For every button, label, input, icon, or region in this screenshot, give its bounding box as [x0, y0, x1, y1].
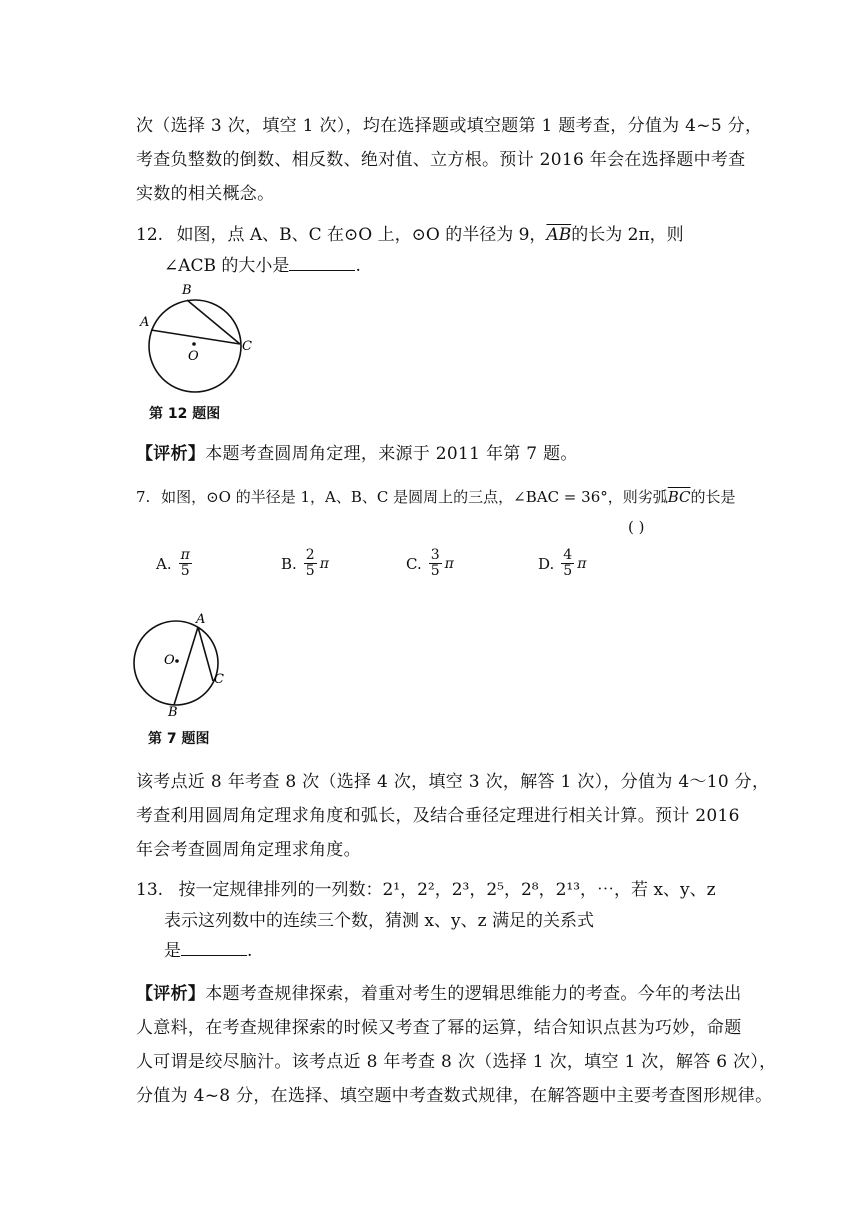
figure-12-circle: [149, 300, 241, 392]
option-c-fraction: [429, 548, 442, 579]
figure-7-caption: 第 7 题图: [148, 731, 210, 747]
question-12-arc: $\overline{AB}$: [546, 225, 572, 245]
figure-7-label-o: O: [164, 653, 175, 668]
question-12-line-1: [136, 220, 684, 245]
question-13-line-3: [164, 936, 252, 961]
option-a[interactable]: [156, 548, 195, 579]
option-b-fraction: [304, 548, 317, 579]
figure-12-label-o: O: [188, 349, 199, 364]
option-d-fraction: [561, 548, 574, 579]
figure-7-chord-ab: [174, 627, 198, 705]
analysis-12: [136, 439, 578, 464]
figure-12-label-c: C: [242, 339, 252, 354]
figure-12-center-dot: [192, 342, 196, 346]
question-12-line-2: [164, 251, 361, 276]
para-7-line-2: 考查利用圆周角定理求角度和弧长，及结合垂径定理进行相关计算。预计 2016: [136, 806, 740, 826]
figure-7-label-a: A: [196, 612, 206, 627]
question-13-line3-text: 是: [164, 941, 181, 961]
figure-7-chord-ac: [198, 627, 213, 681]
answer-blank-12: [289, 256, 355, 271]
analysis-13-line-2: 人意料，在考查规律探索的时候又考查了幂的运算，结合知识点甚为巧妙，命题: [136, 1018, 742, 1038]
figure-7-center-dot: [175, 659, 179, 663]
option-b[interactable]: [281, 548, 329, 579]
question-13-line1-text: 按一定规律排列的一列数：2¹，2²，2³，2⁵，2⁸，2¹³，⋯，若 x、y、z: [178, 880, 716, 900]
question-7-line-1: [136, 486, 736, 507]
option-b-denominator: 5: [305, 563, 315, 579]
intro-line-1: 次（选择 3 次，填空 1 次），均在选择题或填空题第 1 题考查，分值为 4~5 分，: [136, 116, 763, 136]
question-12-text-a: 如图，点 A、B、C 在⊙O 上，⊙O 的半径为 9，: [176, 225, 547, 245]
question-13-number: 13.: [136, 880, 164, 900]
question-12-text-b: 的长为 2π，则: [571, 225, 684, 245]
option-a-denominator: 5: [180, 563, 190, 579]
option-b-suffix: π: [319, 555, 329, 572]
option-a-numerator: π: [180, 547, 190, 563]
figure-7-label-c: C: [214, 672, 224, 687]
question-13-line-2: 表示这列数中的连续三个数，猜测 x、y、z 满足的关系式: [164, 911, 594, 931]
figure-12-caption: 第 12 题图: [149, 406, 221, 422]
option-a-label: A.: [156, 554, 172, 573]
figure-7-label-b: B: [168, 705, 178, 720]
analysis-13-line-1: [136, 979, 742, 1004]
analysis-13-line-3: 人可谓是绞尽脑汁。该考点近 8 年考查 8 次（选择 1 次，填空 1 次，解答 6 次），: [136, 1052, 777, 1072]
option-d-denominator: 5: [563, 563, 573, 579]
option-c-suffix: π: [444, 555, 454, 572]
question-13-line3-end: .: [247, 941, 253, 961]
option-c[interactable]: [406, 548, 454, 579]
para-7-line-1: 该考点近 8 年考查 8 次（选择 4 次，填空 3 次，解答 1 次），分值为 4～10 分，: [136, 772, 770, 792]
figure-12-label-b: B: [182, 283, 192, 298]
option-c-denominator: 5: [430, 563, 440, 579]
option-d-numerator: 4: [563, 547, 573, 563]
question-7-text-a: 如图，⊙O 的半径是 1，A、B、C 是圆周上的三点，∠BAC = 36°，则劣弧: [161, 488, 668, 506]
option-d-suffix: π: [577, 555, 587, 572]
figure-7-circle: [134, 621, 218, 705]
question-7-arc: $\overline{BC}$: [667, 488, 691, 506]
option-c-label: C.: [406, 554, 422, 573]
intro-line-2: 考查负整数的倒数、相反数、绝对值、立方根。预计 2016 年会在选择题中考查: [136, 150, 746, 170]
question-13-line-1: [136, 875, 716, 900]
intro-line-3: 实数的相关概念。: [136, 184, 275, 204]
question-12-line2-text: ∠ACB 的大小是: [164, 256, 290, 276]
option-a-fraction: [179, 548, 192, 579]
question-7-answer-paren: ( ): [628, 518, 645, 536]
analysis-13-text-1: 本题考查规律探索，着重对考生的逻辑思维能力的考查。今年的考法出: [205, 984, 742, 1004]
answer-blank-13: [181, 941, 247, 956]
analysis-12-tag: 【评析】: [136, 444, 206, 464]
question-7-text-b: 的长是: [690, 488, 736, 506]
option-b-numerator: 2: [305, 547, 315, 563]
question-7-number: 7.: [136, 488, 151, 506]
option-d[interactable]: [538, 548, 586, 579]
figure-12-label-a: A: [140, 315, 150, 330]
figure-7-circle-diagram: [126, 608, 238, 720]
para-7-line-3: 年会考查圆周角定理求角度。: [136, 840, 361, 860]
question-12-line2-end: .: [355, 256, 361, 276]
figure-12-circle-diagram: [136, 278, 266, 402]
option-c-numerator: 3: [430, 547, 440, 563]
analysis-13-tag: 【评析】: [136, 984, 206, 1004]
option-b-label: B.: [281, 554, 297, 573]
question-12-number: 12.: [136, 225, 164, 245]
analysis-13-line-4: 分值为 4~8 分，在选择、填空题中考查数式规律，在解答题中主要考查图形规律。: [136, 1086, 773, 1106]
analysis-12-text: 本题考查圆周角定理，来源于 2011 年第 7 题。: [205, 444, 578, 464]
option-d-label: D.: [538, 554, 555, 573]
